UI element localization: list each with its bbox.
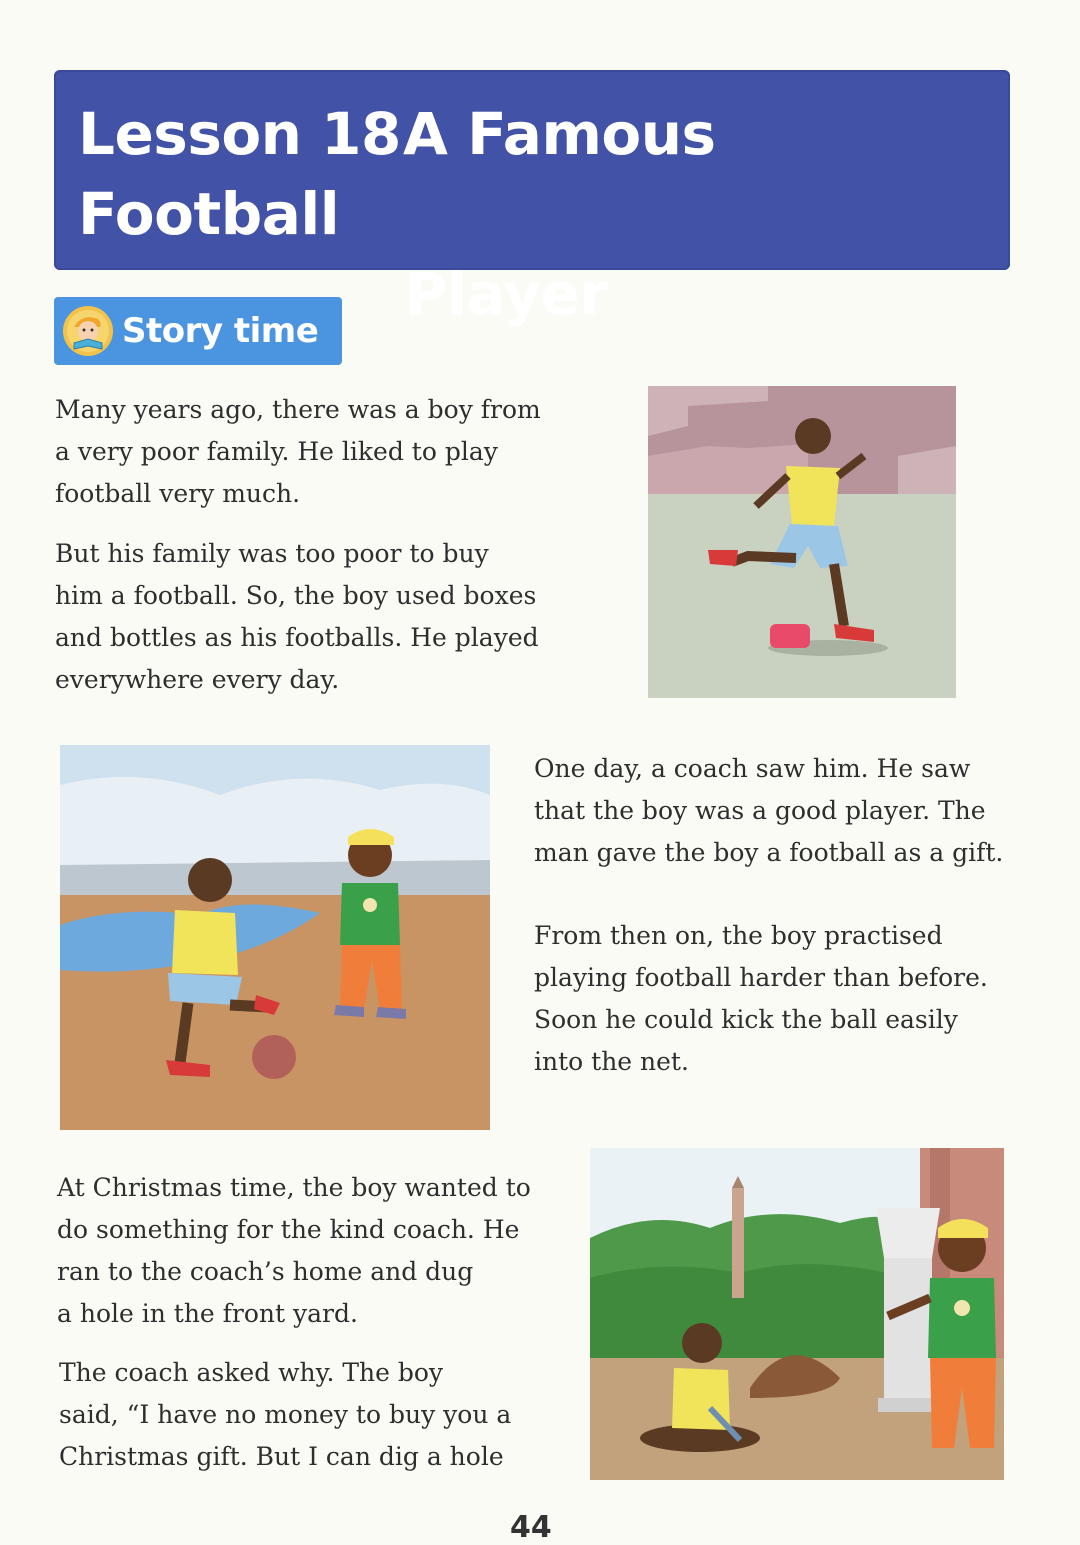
text-line: a very poor family. He liked to play: [55, 437, 498, 466]
lesson-title-banner: [54, 70, 1010, 328]
illustration-boy-digging-hole: [590, 1148, 1004, 1480]
story-paragraph-5: [57, 1167, 531, 1335]
illustration-coach-watching-boy: [60, 745, 490, 1130]
text-line: man gave the boy a football as a gift.: [534, 838, 1004, 867]
story-paragraph-1: [55, 389, 541, 515]
text-line: At Christmas time, the boy wanted to: [57, 1173, 531, 1202]
text-line: football very much.: [55, 479, 301, 508]
lesson-number: Lesson 18: [78, 100, 401, 168]
text-line: said, “I have no money to buy you a: [59, 1400, 512, 1429]
text-line: But his family was too poor to buy: [55, 539, 489, 568]
text-line: him a football. So, the boy used boxes: [55, 581, 537, 610]
story-time-badge: [54, 297, 342, 365]
text-line: From then on, the boy practised: [534, 921, 943, 950]
text-line: and bottles as his footballs. He played: [55, 623, 539, 652]
text-line: Soon he could kick the ball easily: [534, 1005, 958, 1034]
text-line: ran to the coach’s home and dug: [57, 1257, 474, 1286]
text-line: Christmas gift. But I can dig a hole: [59, 1442, 504, 1471]
lesson-title-line2: Player: [405, 260, 608, 328]
story-paragraph-2: [55, 533, 539, 701]
story-time-label: Story time: [122, 311, 319, 351]
text-line: do something for the kind coach. He: [57, 1215, 520, 1244]
text-line: Many years ago, there was a boy from: [55, 395, 541, 424]
illustration-boy-kicking-bottle: [648, 386, 956, 698]
text-line: into the net.: [534, 1047, 689, 1076]
text-line: everywhere every day.: [55, 665, 340, 694]
story-paragraph-6: [59, 1352, 511, 1478]
text-line: playing football harder than before.: [534, 963, 988, 992]
text-line: that the boy was a good player. The: [534, 796, 986, 825]
reading-child-icon: [62, 305, 114, 357]
text-line: The coach asked why. The boy: [59, 1358, 444, 1387]
story-paragraph-4: [534, 915, 988, 1083]
text-line: One day, a coach saw him. He saw: [534, 754, 971, 783]
page-number: 44: [510, 1510, 552, 1545]
lesson-title-line1: A Famous Football: [78, 100, 716, 248]
story-paragraph-3: [534, 748, 1003, 874]
text-line: a hole in the front yard.: [57, 1299, 358, 1328]
